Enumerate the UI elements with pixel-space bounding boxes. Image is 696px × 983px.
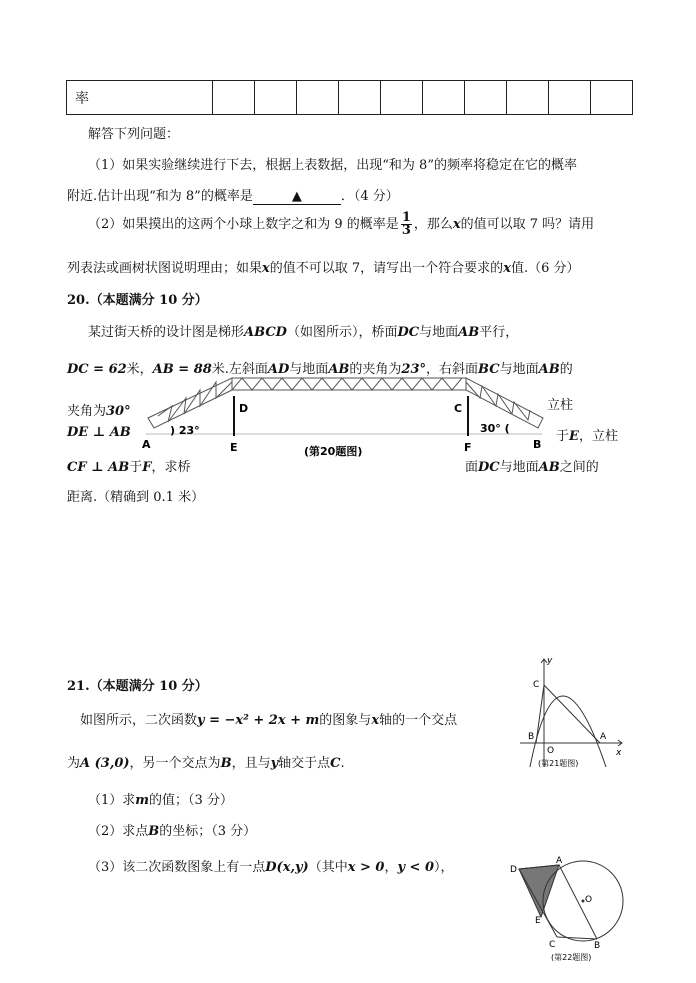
q20-l5-a: 于: [129, 460, 143, 475]
ab-length: AB = 88: [152, 362, 212, 377]
table-cell: [507, 81, 549, 115]
label-ab: AB: [458, 325, 480, 340]
fig21-label-a: A: [600, 732, 607, 742]
intro-text: 解答下列问题：: [88, 127, 180, 142]
parabola-figure: [516, 655, 626, 770]
label-dc: DC: [478, 460, 500, 475]
q19-p1b-pre: 附近.估计出现“和为 8”的概率是: [67, 189, 253, 204]
top-truss-web: [232, 378, 462, 390]
q21-p1-pre: （1）求: [88, 793, 136, 808]
q20-l2-b: 米.左斜面: [211, 362, 268, 377]
q19-p2b-pre: 列表法或画树状图说明理由；如果: [67, 261, 263, 276]
var-x: x: [262, 261, 270, 276]
label-ab: AB: [538, 460, 560, 475]
q20-line4-right: [556, 425, 618, 444]
table-cell: [297, 81, 339, 115]
q21-p1-post: 的值；（3 分）: [149, 793, 233, 808]
left-truss: [148, 378, 232, 428]
fig22-label-a: A: [556, 856, 563, 866]
fig22-label-b: B: [594, 941, 601, 951]
q20-l4-pre: 于: [556, 429, 570, 444]
q20-line3: [67, 400, 131, 419]
label-b: B: [533, 438, 542, 451]
x-axis-label: x: [616, 748, 622, 758]
table-cell: [381, 81, 423, 115]
q20-l3-pre: 夹角为: [67, 404, 107, 419]
table-cell: [465, 81, 507, 115]
q21-p3-mid: （其中: [308, 860, 348, 875]
q19-p2a-post: 的值可以取 7 吗？请用: [460, 217, 595, 232]
q21-p2-post: 的坐标；（3 分）: [159, 824, 257, 839]
label-ad: AD: [267, 362, 290, 377]
label-ab: AB: [538, 362, 560, 377]
q21-l2-mid2: ，且与: [231, 756, 271, 771]
label-a: A: [142, 438, 151, 451]
cf-ab-relation: CF ⊥ AB: [67, 460, 130, 475]
label-c: C: [454, 402, 463, 415]
fraction-denominator: 3: [401, 223, 411, 238]
table-cell: [549, 81, 591, 115]
var-y: y: [270, 756, 279, 771]
var-x: x: [371, 713, 380, 728]
table-cell: [423, 81, 465, 115]
quadratic-function: y = −x² + 2x + m: [197, 713, 320, 728]
q19-part1-line2: [67, 185, 399, 205]
label-abcd: ABCD: [244, 325, 287, 340]
fig20-caption: (第20题图): [304, 445, 363, 458]
var-m: m: [135, 793, 150, 808]
de-ab-relation: DE ⊥ AB: [67, 425, 131, 440]
q21-l2-mid: ，另一个交点为: [129, 756, 221, 771]
q21-p2-pre: （2）求点: [88, 824, 149, 839]
q20-l2-f: 与地面: [499, 362, 539, 377]
label-bc: BC: [478, 362, 500, 377]
point-d-coords: D(x,y): [265, 860, 309, 875]
q21-line2: [67, 752, 345, 771]
q20-line1: [88, 321, 518, 340]
q21-part1: [88, 789, 233, 808]
point-f: F: [142, 460, 152, 475]
point-e: E: [569, 429, 579, 444]
fig22-caption: (第22题图): [551, 953, 592, 962]
q21-l2-mid3: 轴交于点: [278, 756, 331, 771]
q21-l2-post: .: [340, 756, 345, 771]
fraction-numerator: 1: [401, 210, 411, 225]
table-cell: [339, 81, 381, 115]
angle-23: 23°: [401, 362, 426, 377]
q20-l1-pre: 某过街天桥的设计图是梯形: [88, 325, 245, 340]
table-row: [67, 81, 633, 115]
q21-part2: [88, 820, 256, 839]
label-dc: DC: [397, 325, 420, 340]
q19-part2-line2: [67, 257, 580, 276]
q21-l1-mid: 的图象与: [319, 713, 372, 728]
circle-figure: [505, 855, 635, 965]
shaded-region: [519, 865, 559, 917]
table-cell: [255, 81, 297, 115]
q21-l1-pre: 如图所示，二次函数: [80, 713, 198, 728]
fig22-label-d: D: [510, 865, 517, 875]
frequency-table: [66, 80, 633, 115]
q21-l2-pre: 为: [67, 756, 81, 771]
fig22-label-c: C: [549, 940, 556, 950]
q20-l2-d: 的夹角为: [349, 362, 402, 377]
right-truss-web: [466, 382, 530, 420]
fig22-label-e: E: [535, 916, 541, 926]
label-ab: AB: [328, 362, 350, 377]
point-b: B: [148, 824, 160, 839]
var-x: x: [452, 217, 461, 232]
y-axis-label: y: [547, 656, 553, 666]
q20-l2-c: 与地面: [289, 362, 329, 377]
label-e: E: [230, 441, 238, 454]
x-condition: x > 0: [347, 860, 385, 875]
q20-line3-right: 立柱: [547, 398, 574, 413]
q21-p3-pre: （3）该二次函数图象上有一点: [88, 860, 266, 875]
angle-23-label: ) 23°: [170, 424, 200, 437]
angle-30: 30°: [106, 404, 131, 419]
q19-p1b-post: ．（4 分）: [340, 189, 399, 204]
q21-title: 21.（本题满分 10 分）: [67, 679, 208, 694]
q19-part1-line1: （1）如果实验继续进行下去，根据上表数据，出现“和为 8”的频率将稳定在它的概率: [88, 158, 577, 173]
fraction-one-third: [401, 212, 412, 237]
q19-p2b-post: 值.（6 分）: [510, 261, 580, 276]
q21-comma: ，: [384, 860, 398, 875]
fig21-label-c: C: [533, 680, 540, 690]
q19-p2b-mid: 的值不可以取 7，请写出一个符合要求的: [269, 261, 504, 276]
var-x: x: [503, 261, 511, 276]
q20-l1-mid: （如图所示），桥面: [286, 325, 398, 340]
fig22-label-o: O: [585, 895, 593, 905]
table-row-label: 率: [67, 81, 213, 115]
q19-p2a-pre: （2）如果摸出的这两个小球上数字之和为 9 的概率是: [88, 217, 399, 232]
angle-30-label: 30° (: [480, 422, 510, 435]
q20-l2-g: 的: [559, 362, 573, 377]
q20-l2-a: 米，: [126, 362, 153, 377]
q21-line1: [80, 709, 457, 728]
left-truss-web: [158, 382, 232, 422]
q20-l4-post: ，立柱: [578, 429, 618, 444]
q20-line6: 距离.（精确到 0.1 米）: [67, 490, 205, 505]
de-perp-ab: [67, 425, 131, 440]
label-f: F: [464, 441, 472, 454]
q21-part3: [88, 856, 454, 875]
point-a-coords: A (3,0): [80, 756, 130, 771]
q20-l2-e: ，右斜面: [426, 362, 479, 377]
q20-title: 20.（本题满分 10 分）: [67, 293, 208, 308]
q20-l5r-b: 与地面: [499, 460, 539, 475]
q20-l1-mid2: 与地面: [419, 325, 459, 340]
q19-p2a-mid: ，那么: [413, 217, 453, 232]
q21-p3-post: ），: [434, 860, 454, 875]
q20-l5-b: ，求桥: [151, 460, 191, 475]
y-condition: y < 0: [397, 860, 435, 875]
bridge-figure: [138, 368, 550, 460]
answer-blank: ▲: [253, 189, 341, 205]
point-c: C: [330, 756, 341, 771]
q19-part2-line1: [88, 212, 594, 237]
segment-ca: [544, 685, 600, 743]
label-d: D: [239, 402, 249, 415]
q20-l1-post: 平行，: [479, 325, 519, 340]
fig21-label-o: O: [547, 746, 555, 756]
fig21-caption: (第21题图): [538, 759, 579, 768]
q21-l1-post: 轴的一个交点: [379, 713, 458, 728]
fig21-label-b: B: [528, 732, 535, 742]
q20-l5r-c: 之间的: [559, 460, 599, 475]
segment-cb: [557, 937, 597, 939]
table-cell: [213, 81, 255, 115]
q20-l5r-a: 面: [465, 460, 479, 475]
point-b: B: [220, 756, 232, 771]
segment-cb: [536, 685, 544, 743]
dc-length: DC = 62: [67, 362, 127, 377]
table-cell: [591, 81, 633, 115]
